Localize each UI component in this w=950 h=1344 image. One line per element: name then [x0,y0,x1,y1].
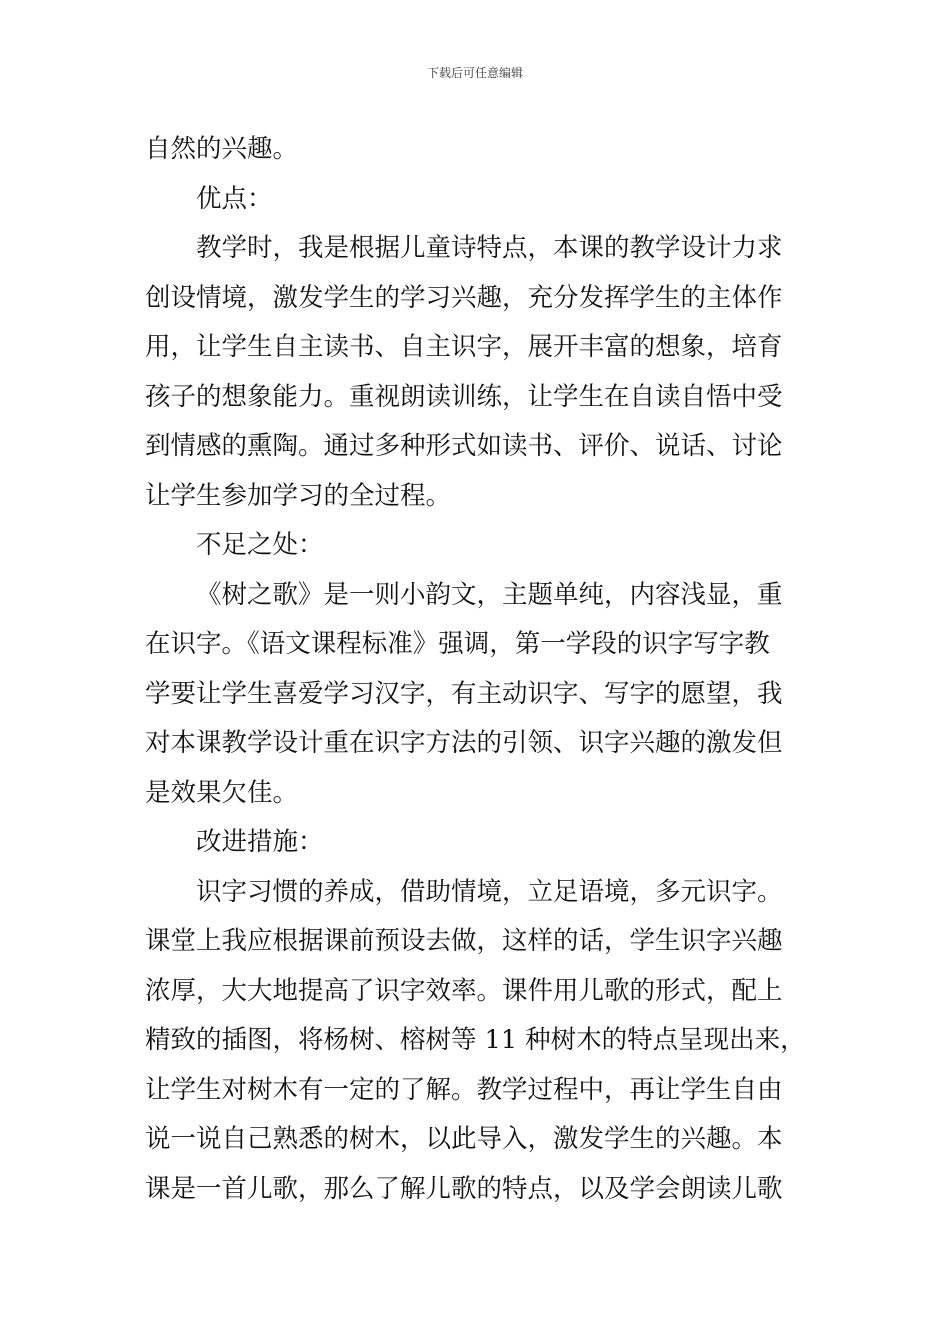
text-line: 课是一首儿歌，那么了解儿歌的特点，以及学会朗读儿歌 [145,1173,783,1204]
section-heading-shortcomings: 不足之处： [196,530,324,560]
text-line: 精致的插图，将杨树、榕树等 11 种树木的特点呈现出来， [145,1025,806,1055]
text-line: 到情感的熏陶。通过多种形式如读书、评价、说话、讨论 [145,431,783,461]
text-line: 课堂上我应根据课前预设去做，这样的话，学生识字兴趣 [145,926,783,956]
text-line: 学要让学生喜爱学习汉字，有主动识字、写字的愿望，我 [145,678,783,709]
text-line: 用，让学生自主读书、自主识字，展开丰富的想象，培育 [145,332,783,362]
text-line: 说一说自己熟悉的树木，以此导入，激发学生的兴趣。本 [145,1124,783,1154]
text-line: 让学生参加学习的全过程。 [145,480,452,511]
text-line: 识字习惯的养成，借助情境，立足语境，多元识字。 [196,876,783,907]
text-line: 对本课教学设计重在识字方法的引领、识字兴趣的激发但 [145,728,783,758]
text-line: 教学时，我是根据儿童诗特点，本课的教学设计力求 [196,233,783,263]
text-line: 让学生对树木有一定的了解。教学过程中，再让学生自由 [145,1074,783,1105]
text-line: 《树之歌》是一则小韵文，主题单纯，内容浅显，重 [196,579,783,610]
text-line: 自然的兴趣。 [145,134,299,164]
section-heading-improvements: 改进措施： [196,827,324,857]
text-line: 浓厚，大大地提高了识字效率。课件用儿歌的形式，配上 [145,975,783,1006]
text-line: 是效果欠佳。 [145,777,299,808]
text-line: 创设情境，激发学生的学习兴趣，充分发挥学生的主体作 [145,282,783,313]
text-line: 孩子的想象能力。重视朗读训练，让学生在自读自悟中受 [145,381,783,412]
document-body [145,125,807,1214]
text-line: 在识字。《语文课程标准》强调，第一学段的识字写字教 [145,629,770,659]
page-header: 下载后可任意编辑 [426,66,523,80]
section-heading-advantages: 优点： [196,183,273,214]
